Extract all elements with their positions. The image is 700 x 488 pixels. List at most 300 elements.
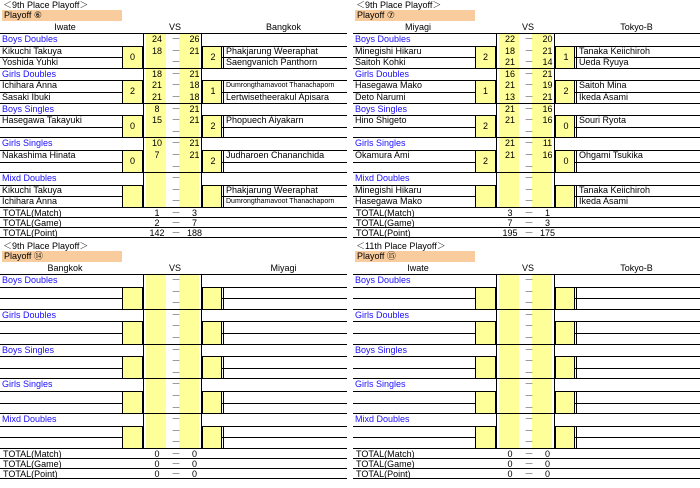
game-score-left (496, 356, 524, 368)
category-label: Girls Doubles (2, 68, 57, 79)
team-left-header: Iwate (54, 22, 76, 32)
game-score-left: 8 (154, 103, 160, 114)
score-dash: － (524, 286, 534, 297)
panel-title: ＜9th Place Playoff＞ (3, 241, 89, 251)
game-score-right (181, 275, 208, 287)
category-label: Mixd Doubles (2, 414, 57, 425)
playoff-panel (353, 0, 700, 244)
match-result-left: 1 (482, 86, 488, 97)
total-left: 0 (507, 458, 513, 469)
player-right (576, 368, 700, 380)
score-dash: － (171, 356, 181, 367)
game-score-left (496, 185, 524, 197)
total-row (0, 459, 347, 469)
player-right (576, 403, 700, 415)
total-dash: － (171, 448, 181, 459)
total-left: 7 (507, 217, 513, 228)
player-left (355, 287, 475, 299)
total-label: TOTAL(Match) (356, 448, 415, 459)
player-left (2, 403, 122, 415)
game-score-left: 24 (151, 34, 162, 44)
match-block (0, 345, 347, 380)
match-block (353, 275, 700, 310)
game-score-right (534, 173, 561, 185)
game-score-right: 21 (189, 103, 200, 114)
score-dash: － (524, 332, 534, 343)
panel-title: ＜9th Place Playoff＞ (356, 0, 442, 10)
game-score-right (534, 426, 561, 438)
game-score-right: 21 (542, 68, 553, 79)
player-left (355, 403, 475, 415)
game-score-left (496, 275, 524, 287)
match-block (0, 414, 347, 449)
playoff-label: Playoff ⑮ (355, 251, 475, 262)
score-dash: － (171, 367, 181, 378)
match-result-left: 2 (482, 155, 488, 166)
player-left: Hasegawa Takayuki (2, 115, 82, 126)
score-dash: － (171, 184, 181, 195)
game-score-right: 26 (189, 34, 200, 44)
category-label: Girls Singles (355, 379, 406, 390)
score-dash: － (171, 196, 181, 207)
total-left: 0 (507, 468, 513, 479)
match-result-left (122, 321, 143, 344)
score-dash: － (171, 138, 181, 149)
match-result-left (475, 356, 496, 379)
player-left (355, 127, 475, 139)
total-dash: － (171, 227, 181, 238)
total-label: TOTAL(Game) (3, 458, 62, 469)
total-left: 0 (154, 448, 160, 459)
total-right: 3 (544, 217, 550, 228)
match-result-left: 0 (129, 155, 135, 166)
score-dash: － (524, 68, 534, 79)
score-dash: － (524, 298, 534, 309)
game-score-left (143, 298, 171, 310)
category-label: Boys Doubles (355, 34, 411, 44)
score-dash: － (171, 298, 181, 309)
score-dash: － (171, 91, 181, 102)
total-dash: － (171, 207, 181, 218)
player-left (2, 426, 122, 438)
player-left: Okamura Ami (355, 149, 410, 160)
score-dash: － (171, 45, 181, 56)
player-right: Ohgami Tsukika (576, 150, 700, 162)
score-dash: － (171, 344, 181, 355)
game-score-right: 18 (189, 91, 200, 102)
total-right: 0 (191, 458, 197, 469)
total-label: TOTAL(Match) (356, 207, 415, 218)
match-block (353, 173, 700, 208)
game-score-left (143, 310, 171, 322)
match-result-right: 1 (210, 86, 216, 97)
player-right (223, 368, 347, 380)
score-dash: － (524, 149, 534, 160)
player-left: Hasegawa Mako (355, 196, 423, 207)
game-score-right (181, 414, 208, 426)
total-row (0, 449, 347, 459)
score-dash: － (171, 173, 181, 184)
total-label: TOTAL(Game) (356, 217, 415, 228)
player-right (223, 391, 347, 403)
game-score-left (496, 379, 524, 391)
total-left: 0 (507, 448, 513, 459)
vs-header: VS (521, 22, 534, 32)
score-dash: － (171, 321, 181, 332)
player-right (576, 127, 700, 139)
game-score-left (143, 333, 171, 345)
score-dash: － (524, 356, 534, 367)
total-right: 3 (191, 207, 197, 218)
playoff-label: Playoff ⑥ (2, 10, 122, 21)
total-dash: － (524, 468, 534, 479)
score-dash: － (171, 379, 181, 390)
game-score-right (181, 403, 208, 415)
player-left (2, 356, 122, 368)
score-dash: － (524, 126, 534, 137)
game-score-left: 21 (504, 149, 515, 160)
game-score-right (181, 162, 208, 174)
game-score-right (534, 379, 561, 391)
game-score-right (181, 426, 208, 438)
game-score-right (534, 333, 561, 345)
player-left (355, 437, 475, 449)
score-dash: － (171, 332, 181, 343)
match-result-left (122, 426, 143, 449)
game-score-right (534, 368, 561, 380)
total-row (0, 218, 347, 228)
game-score-right: 16 (542, 149, 553, 160)
match-result-left (475, 287, 496, 310)
match-block (0, 34, 347, 69)
player-left (355, 298, 475, 310)
player-left (2, 333, 122, 345)
category-label: Girls Doubles (2, 309, 57, 320)
player-left (355, 368, 475, 380)
total-row (353, 459, 700, 469)
game-score-left (143, 173, 171, 185)
game-score-left: 15 (151, 115, 162, 126)
total-label: TOTAL(Point) (356, 468, 411, 479)
score-dash: － (171, 390, 181, 401)
game-score-right (534, 414, 561, 426)
match-result-right: 0 (563, 121, 569, 132)
game-score-left: 13 (504, 91, 515, 102)
game-score-left: 21 (504, 103, 515, 114)
player-right (576, 298, 700, 310)
total-label: TOTAL(Game) (356, 458, 415, 469)
player-right (223, 437, 347, 449)
match-block (353, 345, 700, 380)
game-score-right (181, 379, 208, 391)
game-score-right: 21 (189, 149, 200, 160)
team-left-header: Iwate (407, 263, 429, 273)
total-row (353, 208, 700, 218)
match-block (0, 138, 347, 173)
match-result-left (475, 391, 496, 414)
total-row (353, 469, 700, 479)
total-right: 175 (539, 227, 556, 238)
team-left-header: Bangkok (47, 263, 83, 273)
game-score-right (534, 196, 561, 208)
total-label: TOTAL(Match) (3, 448, 62, 459)
total-row (353, 218, 700, 228)
score-dash: － (524, 184, 534, 195)
total-left: 0 (154, 468, 160, 479)
team-right-header: Tokyo-B (620, 22, 653, 32)
match-block (0, 275, 347, 310)
score-dash: － (171, 414, 181, 425)
game-score-left: 21 (504, 80, 515, 91)
match-block (0, 310, 347, 345)
game-score-left (143, 185, 171, 197)
total-right: 0 (191, 468, 197, 479)
score-dash: － (171, 309, 181, 320)
player-left: Hino Shigeto (355, 115, 407, 126)
game-score-left (143, 356, 171, 368)
game-score-right (181, 173, 208, 185)
player-right (576, 287, 700, 299)
total-left: 2 (154, 217, 160, 228)
total-right: 188 (186, 227, 203, 238)
score-dash: － (524, 138, 534, 149)
game-score-left: 18 (151, 68, 162, 79)
player-right (576, 437, 700, 449)
game-score-left (143, 391, 171, 403)
player-left: Nakashima Hinata (2, 149, 76, 160)
playoff-panel (0, 0, 347, 244)
player-right: Phakjarung Weeraphat (223, 185, 347, 197)
total-dash: － (524, 458, 534, 469)
team-left-header: Miyagi (404, 22, 431, 32)
score-dash: － (171, 149, 181, 160)
game-score-left (496, 127, 524, 139)
game-score-left (143, 403, 171, 415)
match-result-left (122, 185, 143, 208)
category-label: Boys Singles (2, 103, 55, 114)
player-right (576, 391, 700, 403)
score-dash: － (524, 34, 534, 44)
player-right (223, 298, 347, 310)
category-label: Boys Doubles (355, 275, 411, 285)
total-label: TOTAL(Point) (3, 227, 58, 238)
playoff-label: Playoff ⑦ (355, 10, 475, 21)
game-score-right: 21 (542, 45, 553, 56)
game-score-left (143, 196, 171, 208)
match-result-right: 2 (210, 121, 216, 132)
game-score-left: 16 (504, 68, 515, 79)
game-score-left (496, 368, 524, 380)
category-label: Boys Singles (355, 103, 408, 114)
score-dash: － (524, 309, 534, 320)
total-left: 1 (154, 207, 160, 218)
match-block (0, 173, 347, 208)
game-score-left: 21 (151, 91, 162, 102)
player-left (2, 391, 122, 403)
match-result-left (475, 426, 496, 449)
game-score-left (143, 162, 171, 174)
score-dash: － (171, 34, 181, 44)
score-dash: － (524, 45, 534, 56)
category-label: Mixd Doubles (355, 173, 410, 184)
game-score-left (143, 127, 171, 139)
player-left (2, 437, 122, 449)
player-left (2, 127, 122, 139)
category-label: Girls Singles (2, 379, 53, 390)
game-score-left (143, 57, 171, 69)
score-dash: － (171, 57, 181, 68)
total-dash: － (524, 217, 534, 228)
category-label: Boys Singles (2, 344, 55, 355)
game-score-left (143, 426, 171, 438)
game-score-right (181, 57, 208, 69)
score-dash: － (171, 286, 181, 297)
player-left: Ichihara Anna (2, 80, 58, 91)
match-result-right: 0 (563, 155, 569, 166)
vs-header: VS (168, 22, 181, 32)
game-score-right (181, 437, 208, 449)
total-label: TOTAL(Game) (3, 217, 62, 228)
game-score-left (496, 173, 524, 185)
total-label: TOTAL(Match) (3, 207, 62, 218)
score-dash: － (524, 115, 534, 126)
game-score-left (143, 287, 171, 299)
score-dash: － (524, 91, 534, 102)
player-right: Judharoen Chananchida (223, 150, 347, 162)
game-score-right (181, 356, 208, 368)
panel-title: ＜9th Place Playoff＞ (3, 0, 89, 10)
player-right: Souri Ryota (576, 115, 700, 127)
player-right: Phakjarung Weeraphat (223, 46, 347, 58)
score-dash: － (171, 115, 181, 126)
game-score-right (181, 333, 208, 345)
game-score-right: 19 (542, 80, 553, 91)
score-dash: － (524, 321, 534, 332)
player-left (355, 333, 475, 345)
player-right (223, 287, 347, 299)
game-score-right (534, 321, 561, 333)
total-dash: － (524, 207, 534, 218)
player-right (576, 321, 700, 333)
match-result-left (122, 391, 143, 414)
match-result-left: 0 (129, 51, 135, 62)
match-result-left (122, 287, 143, 310)
player-right (223, 162, 347, 174)
player-right: Ikeda Asami (576, 92, 700, 104)
player-left (355, 391, 475, 403)
score-dash: － (524, 57, 534, 68)
total-row (353, 449, 700, 459)
score-dash: － (171, 68, 181, 79)
player-left: Sasaki Ibuki (2, 91, 51, 102)
game-score-left (143, 379, 171, 391)
game-score-right (181, 196, 208, 208)
total-left: 195 (502, 227, 518, 238)
game-score-right: 18 (189, 80, 200, 91)
score-dash: － (524, 425, 534, 436)
game-score-left: 21 (504, 57, 515, 68)
category-label: Boys Doubles (2, 275, 58, 285)
team-right-header: Miyagi (270, 263, 297, 273)
game-score-left (496, 437, 524, 449)
playoff-label: Playoff ⑭ (2, 251, 122, 262)
match-result-right: 2 (210, 51, 216, 62)
total-dash: － (524, 227, 534, 238)
playoff-panel (0, 241, 347, 485)
total-right: 0 (191, 448, 197, 459)
game-score-right: 21 (189, 68, 200, 79)
total-row (353, 228, 700, 238)
game-score-right (181, 185, 208, 197)
player-right: Saengvanich Panthorn (223, 57, 347, 69)
game-score-left (496, 345, 524, 357)
player-left: Hasegawa Mako (355, 80, 423, 91)
game-score-left: 18 (504, 45, 515, 56)
game-score-left (143, 275, 171, 287)
player-right (223, 321, 347, 333)
total-right: 0 (544, 448, 550, 459)
vs-header: VS (168, 263, 181, 273)
game-score-right (534, 403, 561, 415)
total-dash: － (171, 458, 181, 469)
game-score-right (181, 287, 208, 299)
player-left: Minegishi Hikaru (355, 45, 422, 56)
game-score-right (534, 287, 561, 299)
game-score-right (534, 185, 561, 197)
score-dash: － (524, 173, 534, 184)
score-dash: － (524, 367, 534, 378)
match-block (0, 104, 347, 139)
player-left: Kikuchi Takuya (2, 45, 62, 56)
total-label: TOTAL(Point) (3, 468, 58, 479)
game-score-right (534, 162, 561, 174)
match-block (353, 104, 700, 139)
game-score-right: 21 (189, 138, 200, 149)
game-score-right (181, 345, 208, 357)
player-right (576, 333, 700, 345)
match-result-left: 2 (482, 121, 488, 132)
game-score-left (496, 403, 524, 415)
game-score-right: 11 (542, 138, 553, 149)
player-left (2, 298, 122, 310)
score-dash: － (524, 103, 534, 114)
total-left: 3 (507, 207, 513, 218)
match-block (353, 69, 700, 104)
game-score-left: 7 (154, 149, 160, 160)
game-score-left: 10 (151, 138, 162, 149)
category-label: Mixd Doubles (2, 173, 57, 184)
total-dash: － (524, 448, 534, 459)
total-left: 142 (149, 227, 165, 238)
player-left (2, 162, 122, 174)
match-result-left: 2 (482, 51, 488, 62)
category-label: Girls Doubles (355, 68, 410, 79)
total-right: 0 (544, 468, 550, 479)
score-dash: － (524, 414, 534, 425)
vs-header: VS (521, 263, 534, 273)
player-left (355, 356, 475, 368)
player-right (223, 426, 347, 438)
player-left: Deto Narumi (355, 91, 406, 102)
match-result-left: 0 (129, 121, 135, 132)
player-left (355, 426, 475, 438)
total-right: 0 (544, 458, 550, 469)
match-table (0, 274, 347, 479)
match-result-right: 1 (563, 51, 569, 62)
game-score-left (496, 287, 524, 299)
game-score-right (534, 437, 561, 449)
category-label: Boys Singles (355, 344, 408, 355)
